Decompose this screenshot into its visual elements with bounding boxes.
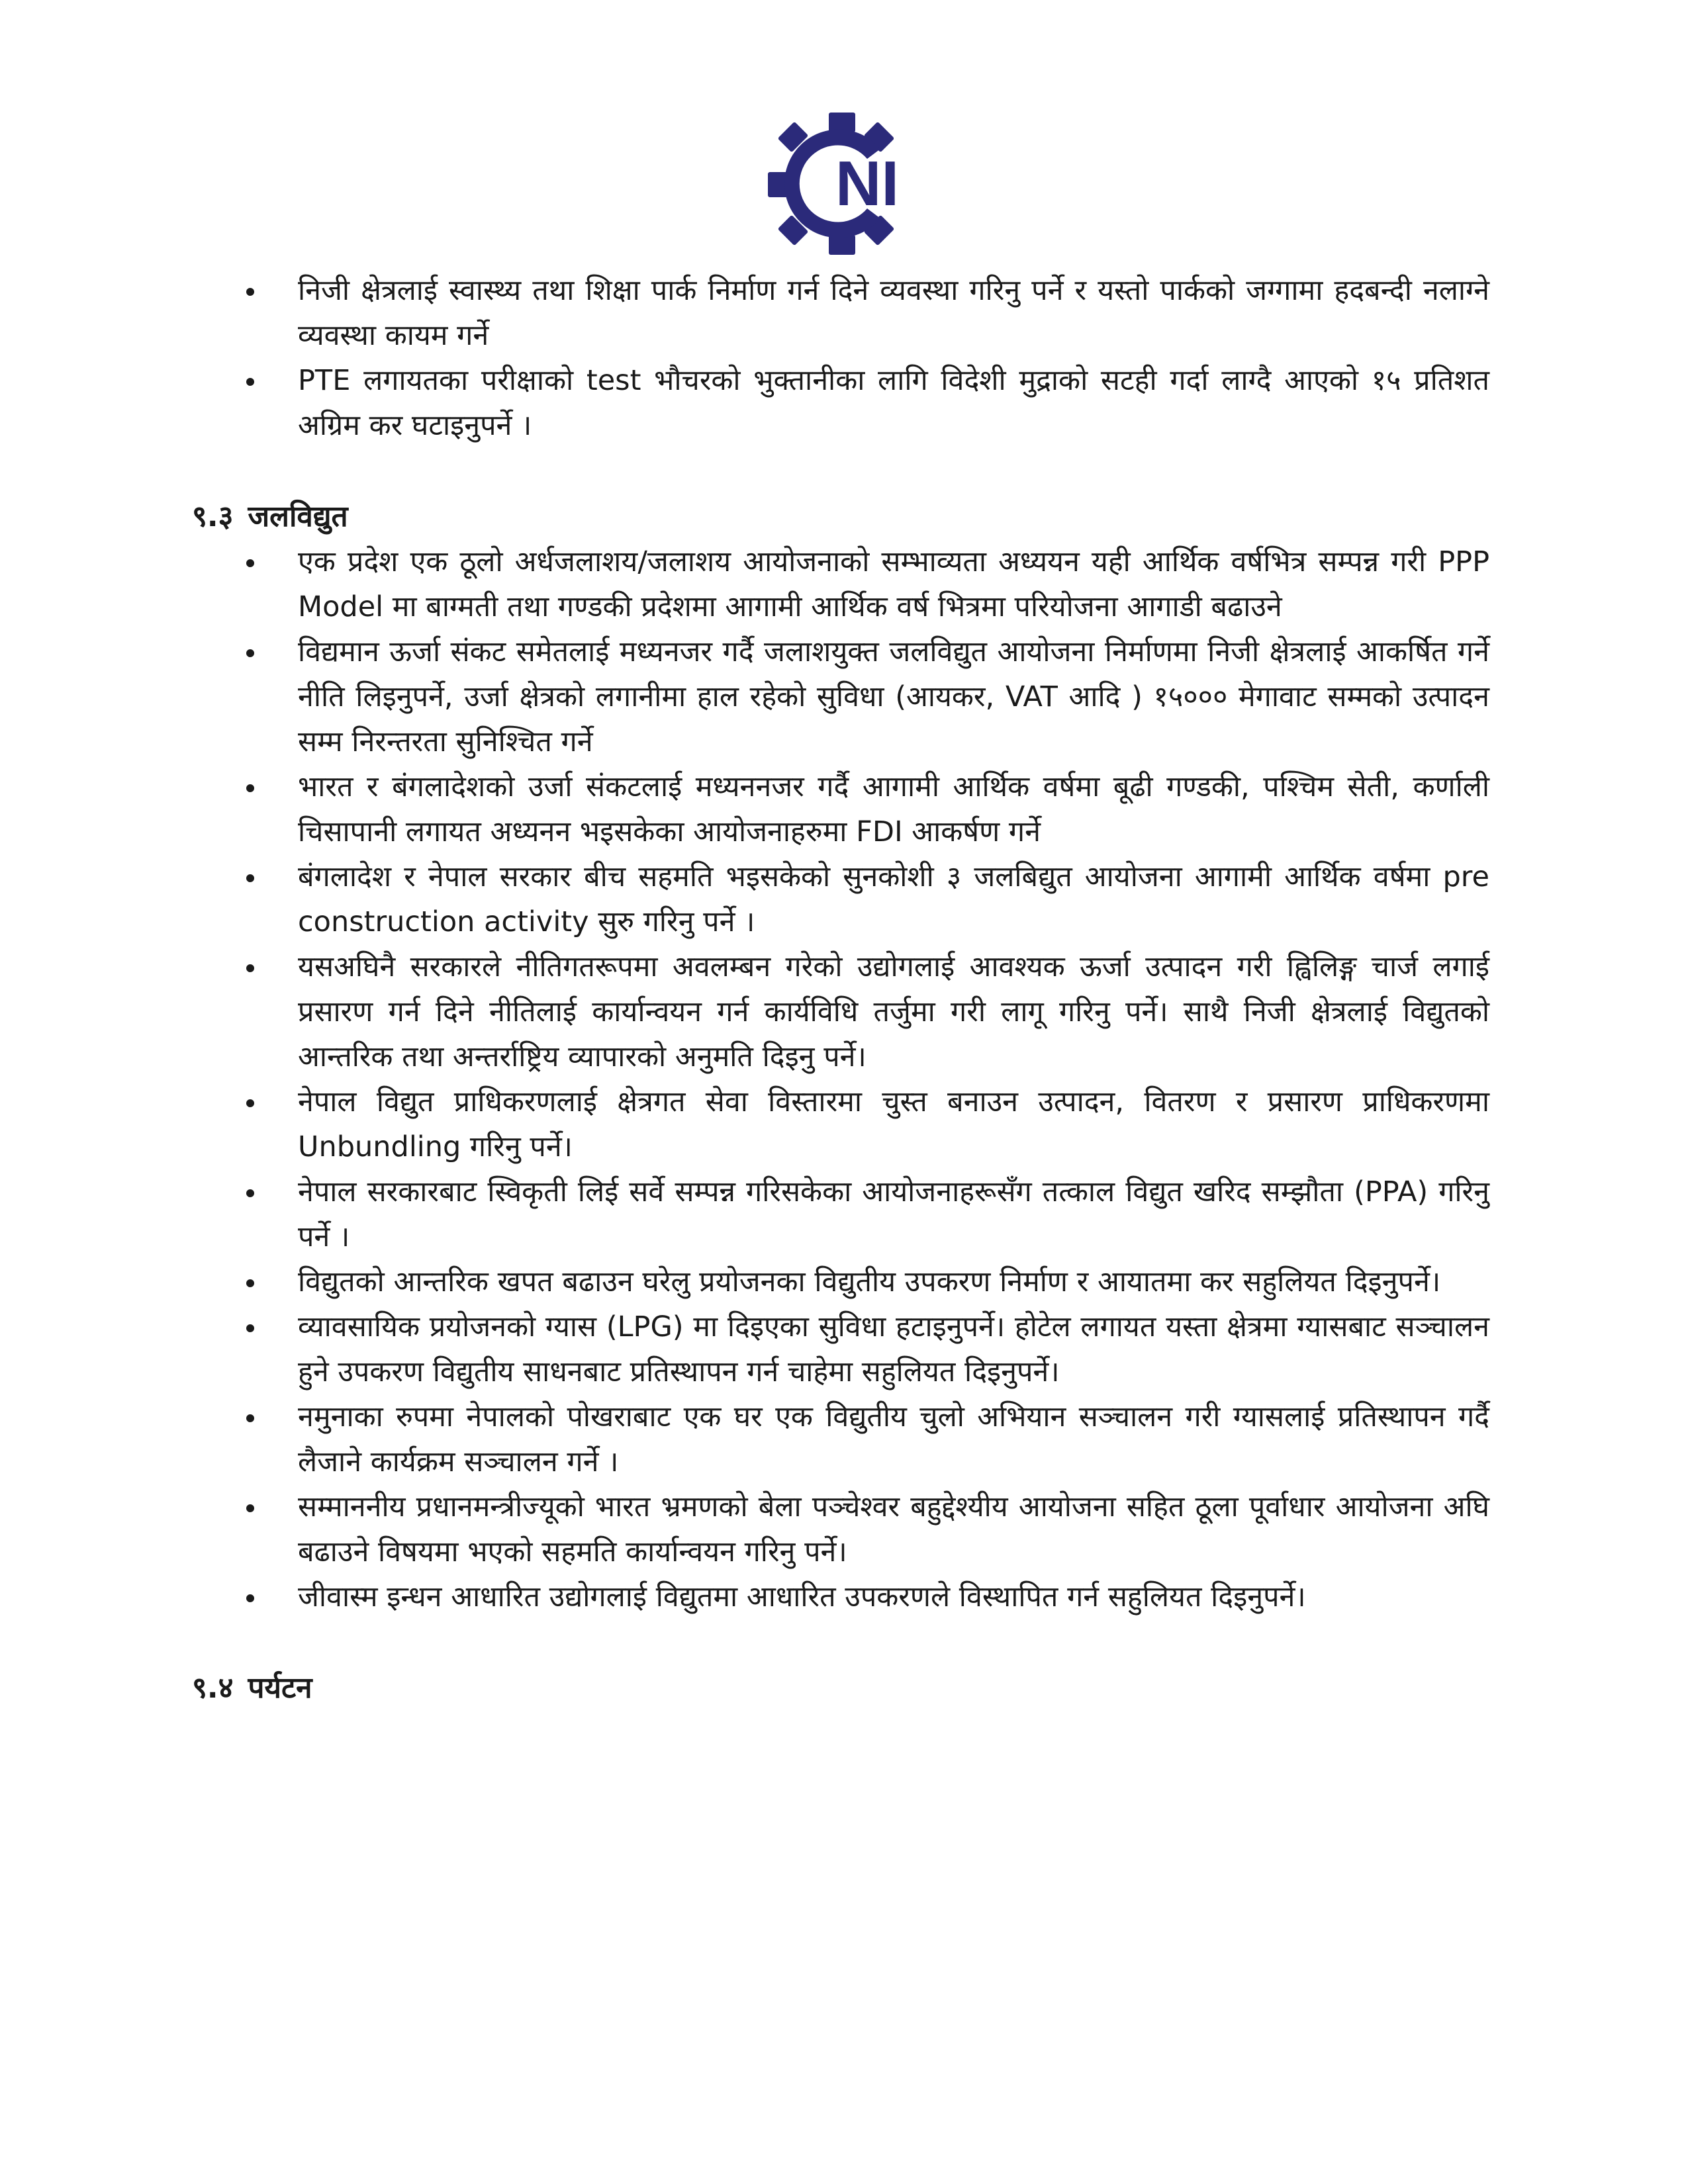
list-item: [298, 1394, 1489, 1484]
list-item: [298, 944, 1489, 1079]
bullet-icon: [246, 378, 254, 386]
list-item-text: यसअघिनै सरकारले नीतिगतरूपमा अवलम्बन गरेको उद्योगलाई आवश्यक ऊर्जा उत्पादन गरी ह्विलिङ्ग चार्ज लगाई प्रसारण गर्न दिने नीतिलाई कार्यान्वयन गर्न कार्यविधि तर्जुमा गरी लागू गरिनु पर्ने। साथै निजी क्षेत्रलाई विद्युतको आन्तरिक तथा अन्तर्राष्ट्रिय व्यापारको अनुमति दिइनु पर्ने।: [298, 950, 1489, 1073]
bullet-list-hydropower: [192, 539, 1489, 1619]
bullet-icon: [246, 1279, 254, 1287]
list-item: [298, 1484, 1489, 1574]
list-item-text: जीवास्म इन्धन आधारित उद्योगलाई विद्युतमा आधारित उपकरणले विस्थापित गर्न सहुलियत दिइनुपर्ने।: [298, 1580, 1306, 1614]
list-item: [298, 1574, 1489, 1619]
bullet-icon: [246, 1414, 254, 1422]
bullet-list-top: [192, 268, 1489, 448]
list-item: [298, 268, 1489, 358]
list-item: [298, 764, 1489, 854]
section-title: पर्यटन: [248, 1671, 312, 1705]
bullet-icon: [246, 1594, 254, 1602]
bullet-icon: [246, 1099, 254, 1107]
list-item: [298, 1304, 1489, 1394]
section-title: जलविद्युत: [248, 500, 348, 533]
bullet-icon: [246, 1324, 254, 1332]
bullet-icon: [246, 874, 254, 882]
list-item-text: नमुनाका रुपमा नेपालको पोखराबाट एक घर एक विद्युतीय चुलो अभियान सञ्चालन गरी ग्यासलाई प्रतिस्थापन गर्दै लैजाने कार्यक्रम सञ्चालन गर्ने ।: [298, 1400, 1489, 1479]
logo-text: NI: [835, 148, 899, 219]
list-item-text: PTE लगायतका परीक्षाको test भौचरको भुक्तानीका लागि विदेशी मुद्राको सटही गर्दा लाग्दै आएको १५ प्रतिशत अग्रिम कर घटाइनुपर्ने ।: [298, 364, 1489, 442]
bullet-icon: [246, 1189, 254, 1197]
list-item-text: सम्माननीय प्रधानमन्त्रीज्यूको भारत भ्रमणको बेला पञ्चेश्वर बहुद्देश्यीय आयोजना सहित ठूला पूर्वाधार आयोजना अघि बढाउने विषयमा भएको सहमति कार्यान्वयन गरिनु पर्ने।: [298, 1490, 1489, 1569]
list-item-text: विद्युतको आन्तरिक खपत बढाउन घरेलु प्रयोजनका विद्युतीय उपकरण निर्माण र आयातमा कर सहुलियत दिइनुपर्ने।: [298, 1265, 1441, 1298]
list-item: [298, 629, 1489, 764]
list-item-text: बंगलादेश र नेपाल सरकार बीच सहमति भइसकेको सुनकोशी ३ जलबिद्युत आयोजना आगामी आर्थिक वर्षमा pre construction activity सुरु गरिनु पर्ने ।: [298, 860, 1489, 938]
list-item-text: विद्यमान ऊर्जा संकट समेतलाई मध्यनजर गर्दै जलाशयुक्त जलविद्युत आयोजना निर्माणमा निजी क्षेत्रलाई आकर्षित गर्ने नीति लिइनुपर्ने, उर्जा क्षेत्रको लगानीमा हाल रहेको सुविधा (आयकर, VAT आदि ) १५००० मेगावाट सम्मको उत्पादन सम्म निरन्तरता सुनिश्चित गर्ने: [298, 635, 1489, 758]
list-item: [298, 539, 1489, 629]
bullet-icon: [246, 649, 254, 657]
list-item-text: एक प्रदेश एक ठूलो अर्धजलाशय/जलाशय आयोजनाको सम्भाव्यता अध्ययन यही आर्थिक वर्षभित्र सम्पन्न गरी PPP Model मा बाग्मती तथा गण्डकी प्रदेशमा आगामी आर्थिक वर्ष भित्रमा परियोजना आगाडी बढाउने: [298, 545, 1489, 623]
list-item-text: निजी क्षेत्रलाई स्वास्थ्य तथा शिक्षा पार्क निर्माण गर्न दिने व्यवस्था गरिनु पर्ने र यस्तो पार्कको जग्गामा हदबन्दी नलाग्ने व्यवस्था कायम गर्ने: [298, 274, 1489, 352]
list-item-text: भारत र बंगलादेशको उर्जा संकटलाई मध्यननजर गर्दै आगामी आर्थिक वर्षमा बूढी गण्डकी, पश्चिम सेती, कर्णाली चिसापानी लगायत अध्यनन भइसकेका आयोजनाहरुमा FDI आकर्षण गर्ने: [298, 770, 1489, 848]
bullet-icon: [246, 1504, 254, 1512]
list-item-text: व्यावसायिक प्रयोजनको ग्यास (LPG) मा दिइएका सुविधा हटाइनुपर्ने। होटेल लगायत यस्ता क्षेत्रमा ग्यासबाट सञ्चालन हुने उपकरण विद्युतीय साधनबाट प्रतिस्थापन गर्न चाहेमा सहुलियत दिइनुपर्ने।: [298, 1310, 1489, 1388]
list-item-text: नेपाल सरकारबाट स्विकृती लिई सर्वे सम्पन्न गरिसकेका आयोजनाहरूसँग तत्काल विद्युत खरिद सम्झौता (PPA) गरिनु पर्ने ।: [298, 1175, 1489, 1253]
list-item: [298, 854, 1489, 944]
bullet-icon: [246, 559, 254, 567]
organization-logo: [768, 113, 920, 255]
list-item: [298, 1079, 1489, 1169]
list-item: [298, 358, 1489, 448]
list-item: [298, 1259, 1489, 1304]
section-heading-9-3: [192, 494, 1489, 539]
list-item: [298, 1169, 1489, 1259]
bullet-icon: [246, 784, 254, 792]
document-body: [192, 268, 1489, 1711]
bullet-icon: [246, 964, 254, 972]
list-item-text: नेपाल विद्युत प्राधिकरणलाई क्षेत्रगत सेवा विस्तारमा चुस्त बनाउन उत्पादन, वितरण र प्रसारण प्राधिकरणमा Unbundling गरिनु पर्ने।: [298, 1085, 1489, 1163]
bullet-icon: [246, 288, 254, 296]
section-number: ९.३: [192, 500, 234, 533]
section-number: ९.४: [192, 1671, 234, 1705]
section-heading-9-4: [192, 1666, 1489, 1711]
